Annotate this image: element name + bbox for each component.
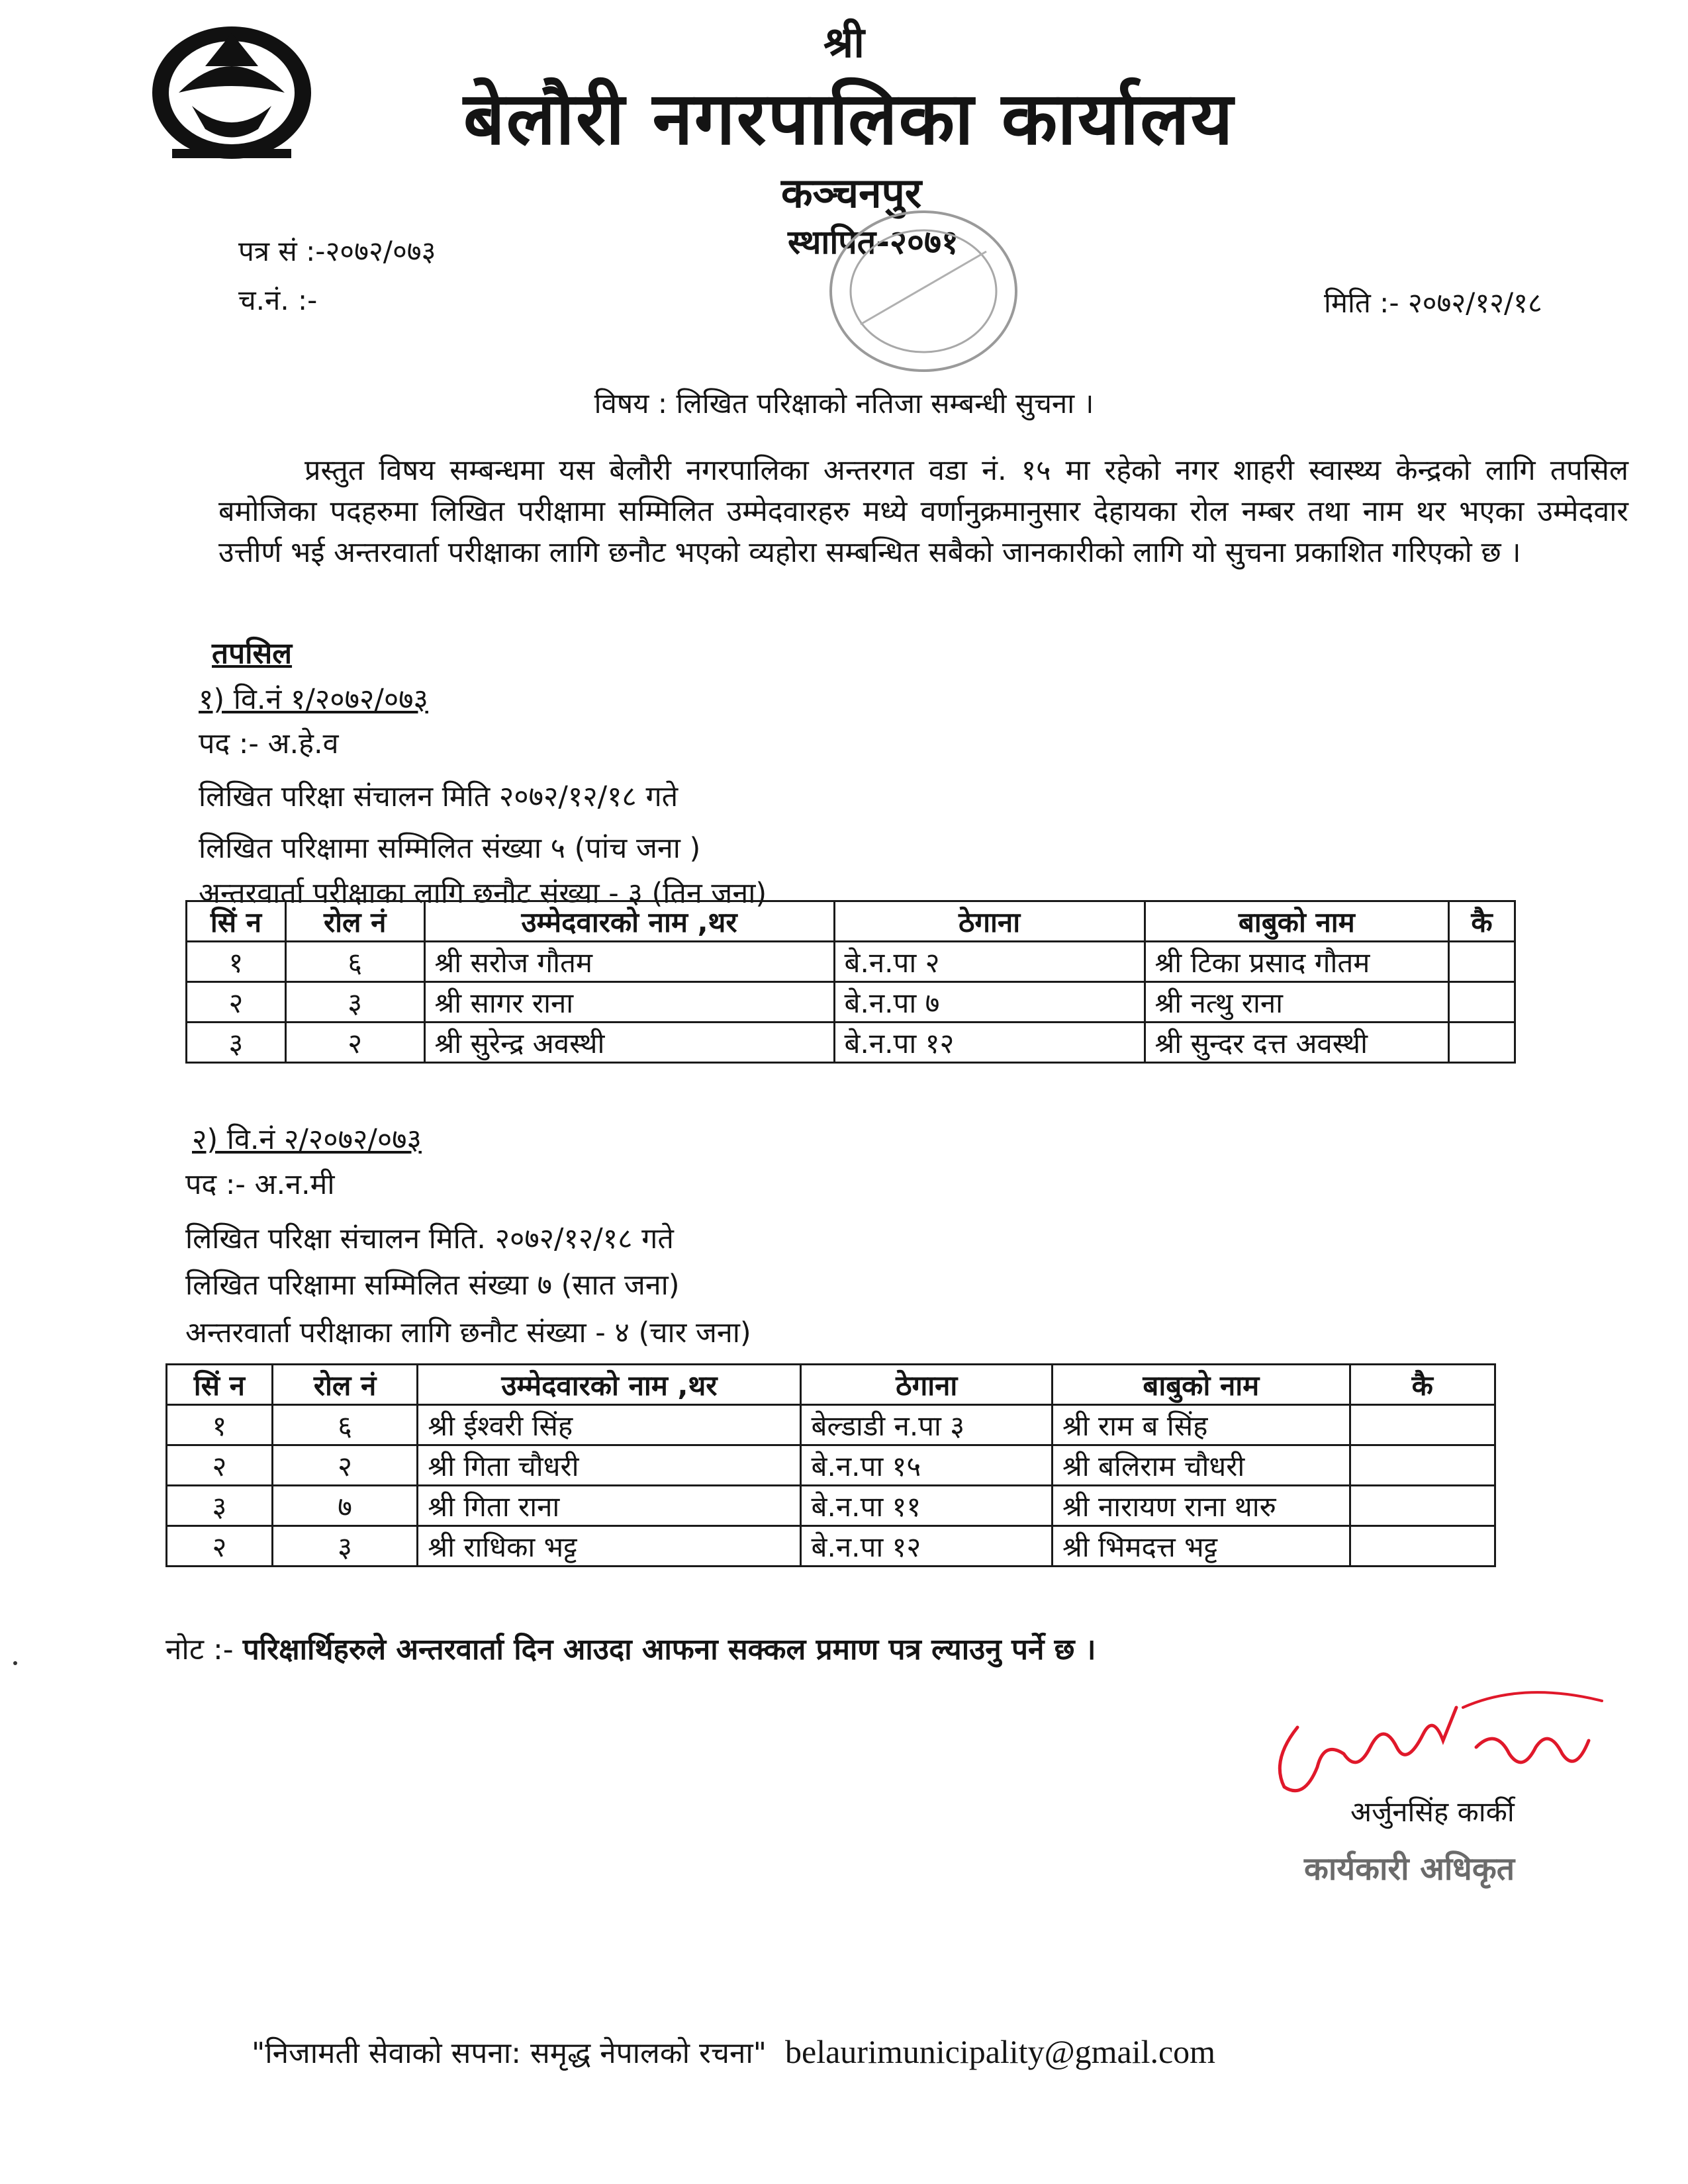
cell-roll: ३ bbox=[285, 982, 424, 1023]
table-row bbox=[187, 982, 1515, 1023]
cell-candidate-name: श्री गिता चौधरी bbox=[418, 1445, 801, 1486]
section-2-participants: लिखित परिक्षामा सम्मिलित संख्या ७ (सात जना) bbox=[185, 1269, 680, 1302]
cell-roll: ६ bbox=[272, 1405, 418, 1445]
established-year: स्थापित-२०७१ bbox=[788, 223, 959, 261]
results-table-2 bbox=[165, 1363, 1496, 1567]
reference-number: पत्र सं :-२०७२/०७३ bbox=[238, 235, 436, 267]
cell-remarks bbox=[1350, 1405, 1495, 1445]
subject-line: विषय : लिखित परिक्षाको नतिजा सम्बन्धी सुचना । bbox=[594, 387, 1094, 420]
table-row bbox=[167, 1445, 1495, 1486]
cell-roll: २ bbox=[272, 1445, 418, 1486]
cell-address: बे.न.पा १२ bbox=[801, 1526, 1053, 1567]
col-father-name: बाबुको नाम bbox=[1145, 901, 1449, 942]
cell-father-name: श्री भिमदत्त भट्ट bbox=[1053, 1526, 1350, 1567]
cell-address: बे.न.पा १२ bbox=[834, 1023, 1145, 1063]
table-header-row bbox=[187, 901, 1515, 942]
table-row bbox=[167, 1486, 1495, 1526]
col-serial: सिं न bbox=[187, 901, 286, 942]
cell-father-name: श्री नारायण राना थारु bbox=[1053, 1486, 1350, 1526]
cell-candidate-name: श्री सरोज गौतम bbox=[424, 942, 834, 982]
cell-serial: १ bbox=[187, 942, 286, 982]
district-name: कञ्चनपुर bbox=[781, 169, 922, 217]
cell-remarks bbox=[1350, 1445, 1495, 1486]
cell-roll: २ bbox=[285, 1023, 424, 1063]
footer-slogan: "निजामती सेवाको सपना: समृद्ध नेपालको रचना" bbox=[252, 2036, 767, 2070]
table-header-row bbox=[167, 1365, 1495, 1405]
office-name: बेलौरी नगरपालिका कार्यालय bbox=[463, 76, 1235, 161]
cell-serial: २ bbox=[167, 1526, 273, 1567]
details-heading: तपसिल bbox=[212, 637, 293, 670]
cell-address: बे.न.पा २ bbox=[834, 942, 1145, 982]
cell-candidate-name: श्री सुरेन्द्र अवस्थी bbox=[424, 1023, 834, 1063]
table-row bbox=[167, 1526, 1495, 1567]
scan-speck bbox=[13, 1661, 17, 1665]
cell-remarks bbox=[1350, 1486, 1495, 1526]
cell-father-name: श्री नत्थु राना bbox=[1145, 982, 1449, 1023]
cell-address: बे.न.पा ११ bbox=[801, 1486, 1053, 1526]
header-shree: श्री bbox=[823, 19, 865, 68]
cell-serial: २ bbox=[187, 982, 286, 1023]
table-row bbox=[187, 942, 1515, 982]
col-remarks: कै bbox=[1449, 901, 1515, 942]
col-remarks: कै bbox=[1350, 1365, 1495, 1405]
results-table-1 bbox=[185, 900, 1516, 1064]
cell-address: बे.न.पा १५ bbox=[801, 1445, 1053, 1486]
col-address: ठेगाना bbox=[834, 901, 1145, 942]
cell-remarks bbox=[1449, 1023, 1515, 1063]
col-candidate-name: उम्मेदवारको नाम ,थर bbox=[424, 901, 834, 942]
cell-father-name: श्री टिका प्रसाद गौतम bbox=[1145, 942, 1449, 982]
note-line bbox=[165, 1628, 1096, 1668]
cell-serial: २ bbox=[167, 1445, 273, 1486]
section-2-exam-date: लिखित परिक्षा संचालन मिति. २०७२/१२/१८ गते bbox=[185, 1222, 674, 1255]
section-1-post: पद :- अ.हे.व bbox=[199, 727, 339, 760]
cell-candidate-name: श्री राधिका भट्ट bbox=[418, 1526, 801, 1567]
col-father-name: बाबुको नाम bbox=[1053, 1365, 1350, 1405]
footer-email: belaurimunicipality@gmail.com bbox=[785, 2033, 1216, 2070]
dispatch-number: च.नं. :- bbox=[238, 284, 318, 316]
section-1-notice-no: १) वि.नं १/२०७२/०७३ bbox=[199, 683, 428, 716]
section-2-post: पद :- अ.न.मी bbox=[185, 1168, 335, 1201]
handwritten-signature bbox=[1258, 1668, 1628, 1813]
cell-remarks bbox=[1449, 942, 1515, 982]
section-1-selected: अन्तरवार्ता परीक्षाका लागि छनौट संख्या - ३ (तिन जना) bbox=[199, 877, 767, 910]
table-row bbox=[167, 1405, 1495, 1445]
section-1-exam-date: लिखित परिक्षा संचालन मिति २०७२/१२/१८ गते bbox=[199, 780, 679, 813]
body-paragraph: प्रस्तुत विषय सम्बन्धमा यस बेलौरी नगरपालिका अन्तरगत वडा नं. १५ मा रहेको नगर शाहरी स्वास्थ्य केन्द्रको लागि तपसिल बमोजिका पदहरुमा लिखित परीक्षामा सम्मिलित उम्मेदवारहरु मध्ये वर्णानुक्रमानुसार देहायका रोल नम्बर तथा नाम थर भएका उम्मेदवार उत्तीर्ण भई अन्तरवार्ता परीक्षाका लागि छनौट भएको व्यहोरा सम्बन्धित सबैको जानकारीको लागि यो सुचना प्रकाशित गरिएको छ । bbox=[218, 454, 1628, 569]
cell-serial: ३ bbox=[167, 1486, 273, 1526]
cell-remarks bbox=[1449, 982, 1515, 1023]
cell-roll: ३ bbox=[272, 1526, 418, 1567]
cell-candidate-name: श्री सागर राना bbox=[424, 982, 834, 1023]
col-roll: रोल नं bbox=[272, 1365, 418, 1405]
cell-candidate-name: श्री गिता राना bbox=[418, 1486, 801, 1526]
note-label: नोट :- bbox=[165, 1633, 234, 1666]
col-serial: सिं न bbox=[167, 1365, 273, 1405]
col-address: ठेगाना bbox=[801, 1365, 1053, 1405]
cell-father-name: श्री राम ब सिंह bbox=[1053, 1405, 1350, 1445]
cell-serial: १ bbox=[167, 1405, 273, 1445]
office-stamp bbox=[814, 192, 1033, 390]
signatory-title: कार्यकारी अधिकृत bbox=[1304, 1850, 1515, 1888]
signatory-name: अर्जुनसिंह कार्की bbox=[1350, 1796, 1515, 1828]
cell-candidate-name: श्री ईश्वरी सिंह bbox=[418, 1405, 801, 1445]
cell-roll: ६ bbox=[285, 942, 424, 982]
footer bbox=[252, 2032, 1215, 2071]
cell-address: बेल्डाडी न.पा ३ bbox=[801, 1405, 1053, 1445]
section-1-participants: लिखित परिक्षामा सम्मिलित संख्या ५ (पांच जना ) bbox=[199, 832, 701, 865]
cell-serial: ३ bbox=[187, 1023, 286, 1063]
cell-father-name: श्री सुन्दर दत्त अवस्थी bbox=[1145, 1023, 1449, 1063]
cell-address: बे.न.पा ७ bbox=[834, 982, 1145, 1023]
cell-father-name: श्री बलिराम चौधरी bbox=[1053, 1445, 1350, 1486]
cell-remarks bbox=[1350, 1526, 1495, 1567]
section-2-notice-no: २) वि.नं २/२०७२/०७३ bbox=[192, 1123, 422, 1156]
col-roll: रोल नं bbox=[285, 901, 424, 942]
table-row bbox=[187, 1023, 1515, 1063]
note-text: परिक्षार्थिहरुले अन्तरवार्ता दिन आउदा आफना सक्कल प्रमाण पत्र ल्याउनु पर्ने छ । bbox=[242, 1633, 1096, 1666]
section-2-selected: अन्तरवार्ता परीक्षाका लागि छनौट संख्या - ४ (चार जना) bbox=[185, 1316, 751, 1349]
letter-date: मिति :- २०७२/१२/१८ bbox=[1324, 287, 1542, 319]
col-candidate-name: उम्मेदवारको नाम ,थर bbox=[418, 1365, 801, 1405]
cell-roll: ७ bbox=[272, 1486, 418, 1526]
